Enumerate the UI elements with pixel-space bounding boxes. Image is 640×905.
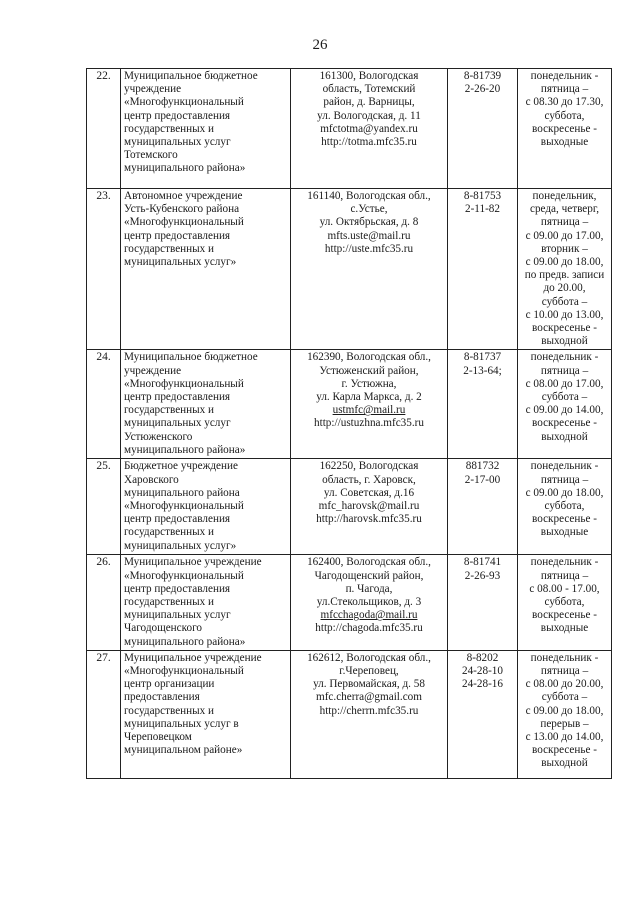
email-link[interactable]: mfc_harovsk@mail.ru (318, 500, 420, 513)
address-line: 162390, Вологодская обл., (307, 351, 431, 364)
institution-name-cell (121, 459, 291, 555)
address-cell (291, 189, 448, 350)
table-row (87, 459, 612, 555)
phone-line: 881732 (465, 460, 500, 473)
working-hours-line: среда, четверг, (529, 203, 599, 216)
working-hours-cell (518, 650, 612, 778)
institution-name-line: муниципального района (124, 486, 240, 499)
working-hours-line: пятница – (540, 216, 589, 229)
institution-name-line: государственных и (124, 526, 215, 539)
institution-name-line: Муниципальное бюджетное (124, 70, 258, 82)
institution-name-line: муниципальных услуг (124, 417, 231, 430)
institution-name-line: «Многофункциональный (124, 96, 244, 109)
email-link[interactable]: mfts.uste@mail.ru (327, 229, 411, 242)
phone-cell (448, 189, 518, 350)
address-line: ул. Первомайская, д. 58 (313, 678, 425, 691)
working-hours-line: с 09.00 до 18.00, (525, 256, 604, 269)
working-hours-line: выходной (541, 335, 588, 348)
institution-name-line: центр предоставления (124, 582, 231, 595)
institution-name-line: муниципальном районе» (124, 744, 243, 757)
table-row (87, 555, 612, 650)
website-link[interactable]: http://uste.mfc35.ru (324, 242, 414, 255)
address-line: район, д. Варницы, (323, 96, 415, 109)
institution-name-line: учреждение (124, 83, 182, 96)
address-line: 161300, Вологодская (319, 70, 419, 82)
working-hours-line: понедельник, (532, 190, 597, 202)
institution-name-line: предоставления (124, 691, 200, 704)
institution-name-line: Бюджетное учреждение (124, 460, 238, 473)
working-hours-line: воскресенье - (532, 122, 597, 135)
address-line: область, Тотемский (322, 83, 416, 96)
phone-line: 8-8202 (466, 651, 499, 664)
working-hours-line: воскресенье - (532, 417, 597, 430)
working-hours-line: с 10.00 до 13.00, (525, 308, 604, 321)
institution-name-line: муниципальных услуг» (124, 539, 237, 552)
phone-line: 8-81741 (463, 556, 502, 569)
phone-line: 2-17-00 (464, 473, 501, 486)
row-number: 24. (87, 350, 121, 459)
institution-name-cell (121, 650, 291, 778)
address-cell (291, 350, 448, 459)
phone-line: 8-81739 (463, 70, 502, 82)
email-link[interactable]: mfctotma@yandex.ru (320, 122, 418, 135)
row-number: 25. (87, 459, 121, 555)
table-row (87, 350, 612, 459)
institution-name-line: муниципальных услуг в (124, 717, 239, 730)
working-hours-line: пятница – (540, 569, 589, 582)
working-hours-line: с 09.00 до 17.00, (525, 229, 604, 242)
institution-name-cell (121, 69, 291, 189)
address-line: 162400, Вологодская обл., (307, 556, 431, 569)
institution-name-line: муниципальных услуг (124, 609, 231, 622)
working-hours-line: с 08.00 - 17.00, (529, 582, 600, 595)
working-hours-line: понедельник - (530, 460, 599, 473)
working-hours-line: выходной (541, 430, 588, 443)
institution-name-cell (121, 189, 291, 350)
institution-name-line: государственных и (124, 122, 215, 135)
institution-name-line: государственных и (124, 596, 215, 609)
address-line: ул. Советская, д.16 (323, 486, 415, 499)
working-hours-line: пятница – (540, 473, 589, 486)
institution-name-line: Устюженского (124, 430, 193, 443)
institution-name-line: Муниципальное учреждение (124, 556, 262, 569)
institution-name-line: центр предоставления (124, 391, 231, 404)
address-cell (291, 650, 448, 778)
row-number: 27. (87, 650, 121, 778)
working-hours-line: перерыв – (540, 717, 589, 730)
phone-line: 2-11-82 (464, 203, 500, 216)
working-hours-line: суббота – (541, 295, 588, 308)
address-line: ул. Карла Маркса, д. 2 (316, 391, 422, 404)
table-row (87, 69, 612, 189)
phone-cell (448, 555, 518, 650)
working-hours-line: воскресенье - (532, 322, 597, 335)
working-hours-cell (518, 459, 612, 555)
phone-cell (448, 69, 518, 189)
phone-line: 8-81753 (463, 190, 502, 202)
phone-line: 2-26-20 (464, 83, 501, 96)
phone-line: 24-28-16 (461, 678, 503, 691)
address-cell (291, 459, 448, 555)
website-link[interactable]: http://cherrn.mfc35.ru (319, 704, 419, 717)
institution-name-line: муниципального района» (124, 443, 246, 456)
institution-name-line: государственных и (124, 404, 215, 417)
website-link[interactable]: http://ustuzhna.mfc35.ru (314, 417, 424, 430)
address-cell (291, 69, 448, 189)
address-line: область, г. Харовск, (322, 473, 416, 486)
phone-line: 2-26-93 (464, 569, 501, 582)
institution-name-line: центр организации (124, 678, 215, 691)
institution-name-line: Чагодощенского (124, 622, 202, 635)
institution-name-cell (121, 350, 291, 459)
row-number: 23. (87, 189, 121, 350)
row-number: 22. (87, 69, 121, 189)
institution-name-line: Череповецком (124, 731, 192, 744)
working-hours-line: суббота – (541, 691, 588, 704)
working-hours-line: воскресенье - (532, 513, 597, 526)
working-hours-line: с 13.00 до 14.00, (525, 731, 604, 744)
website-link[interactable]: http://chagoda.mfc35.ru (315, 622, 423, 635)
working-hours-line: воскресенье - (532, 744, 597, 757)
institution-name-line: Муниципальное бюджетное (124, 351, 258, 364)
address-line: г. Устюжна, (341, 377, 397, 390)
working-hours-line: с 08.00 до 20.00, (525, 678, 604, 691)
address-line: Устюженский район, (319, 364, 419, 377)
working-hours-line: суббота – (541, 391, 588, 404)
working-hours-line: суббота, (544, 596, 585, 609)
working-hours-line: с 08.30 до 17.30, (525, 96, 604, 109)
mfc-registry-table (86, 68, 612, 779)
working-hours-line: суббота, (544, 109, 585, 122)
institution-name-line: муниципального района» (124, 162, 246, 175)
phone-cell (448, 650, 518, 778)
phone-line: 2-13-64; (463, 364, 502, 377)
institution-name-line: учреждение (124, 364, 182, 377)
table-row (87, 189, 612, 350)
address-line: Чагодощенский район, (314, 569, 424, 582)
working-hours-line: до 20.00, (543, 282, 586, 295)
institution-name-line: Харовского (124, 473, 179, 486)
address-line: ул. Вологодская, д. 11 (317, 109, 421, 122)
address-line: 162612, Вологодская обл., (307, 651, 431, 664)
institution-name-line: Тотемского (124, 149, 178, 162)
institution-name-line: Усть-Кубенского района (124, 203, 240, 216)
page-number: 26 (312, 37, 328, 53)
phone-cell (448, 459, 518, 555)
working-hours-line: пятница – (540, 364, 589, 377)
institution-name-line: государственных и (124, 242, 215, 255)
working-hours-line: понедельник - (530, 70, 599, 82)
institution-name-line: центр предоставления (124, 109, 231, 122)
institution-name-line: «Многофункциональный (124, 216, 244, 229)
working-hours-line: с 09.00 до 18.00, (525, 704, 604, 717)
working-hours-line: понедельник - (530, 556, 599, 569)
address-line: ул.Стекольщиков, д. 3 (316, 596, 422, 609)
website-link[interactable]: http://harovsk.mfc35.ru (316, 513, 422, 526)
working-hours-cell (518, 350, 612, 459)
working-hours-line: выходные (540, 622, 589, 635)
working-hours-line: выходной (541, 757, 588, 770)
institution-name-line: «Многофункциональный (124, 500, 244, 513)
phone-line: 8-81737 (463, 351, 502, 364)
website-link[interactable]: http://totma.mfc35.ru (321, 136, 417, 149)
address-line: с.Устье, (350, 203, 388, 216)
institution-name-line: «Многофункциональный (124, 377, 244, 390)
institution-name-line: центр предоставления (124, 229, 231, 242)
working-hours-line: выходные (540, 136, 589, 149)
working-hours-cell (518, 189, 612, 350)
working-hours-line: с 09.00 до 14.00, (525, 404, 604, 417)
institution-name-line: центр предоставления (124, 513, 231, 526)
email-link[interactable]: ustmfc@mail.ru (332, 404, 406, 417)
phone-line: 24-28-10 (461, 665, 503, 678)
working-hours-line: с 09.00 до 18.00, (525, 486, 604, 499)
working-hours-line: выходные (540, 526, 589, 539)
working-hours-line: вторник – (541, 242, 588, 255)
address-cell (291, 555, 448, 650)
row-number: 26. (87, 555, 121, 650)
address-line: п. Чагода, (345, 582, 393, 595)
working-hours-line: по предв. записи (524, 269, 605, 282)
working-hours-line: воскресенье - (532, 609, 597, 622)
working-hours-line: понедельник - (530, 651, 599, 664)
working-hours-line: понедельник - (530, 351, 599, 364)
institution-name-line: государственных и (124, 704, 215, 717)
working-hours-line: пятница – (540, 83, 589, 96)
institution-name-line: муниципальных услуг» (124, 256, 237, 269)
address-line: ул. Октябрьская, д. 8 (319, 216, 419, 229)
table-row (87, 650, 612, 778)
institution-name-line: Автономное учреждение (124, 190, 243, 202)
institution-name-line: Муниципальное учреждение (124, 651, 262, 664)
address-line: 161140, Вологодская обл., (307, 190, 431, 202)
institution-name-cell (121, 555, 291, 650)
working-hours-line: с 08.00 до 17.00, (525, 377, 604, 390)
phone-cell (448, 350, 518, 459)
working-hours-cell (518, 555, 612, 650)
working-hours-line: пятница – (540, 665, 589, 678)
email-link[interactable]: mfc.cherra@gmail.com (316, 691, 422, 704)
address-line: 162250, Вологодская (319, 460, 419, 473)
institution-name-line: муниципальных услуг (124, 136, 231, 149)
working-hours-cell (518, 69, 612, 189)
institution-name-line: «Многофункциональный (124, 665, 244, 678)
institution-name-line: «Многофункциональный (124, 569, 244, 582)
working-hours-line: суббота, (544, 500, 585, 513)
institution-name-line: муниципального района» (124, 635, 246, 648)
email-link[interactable]: mfcchagoda@mail.ru (320, 609, 418, 622)
address-line: г.Череповец, (339, 665, 399, 678)
